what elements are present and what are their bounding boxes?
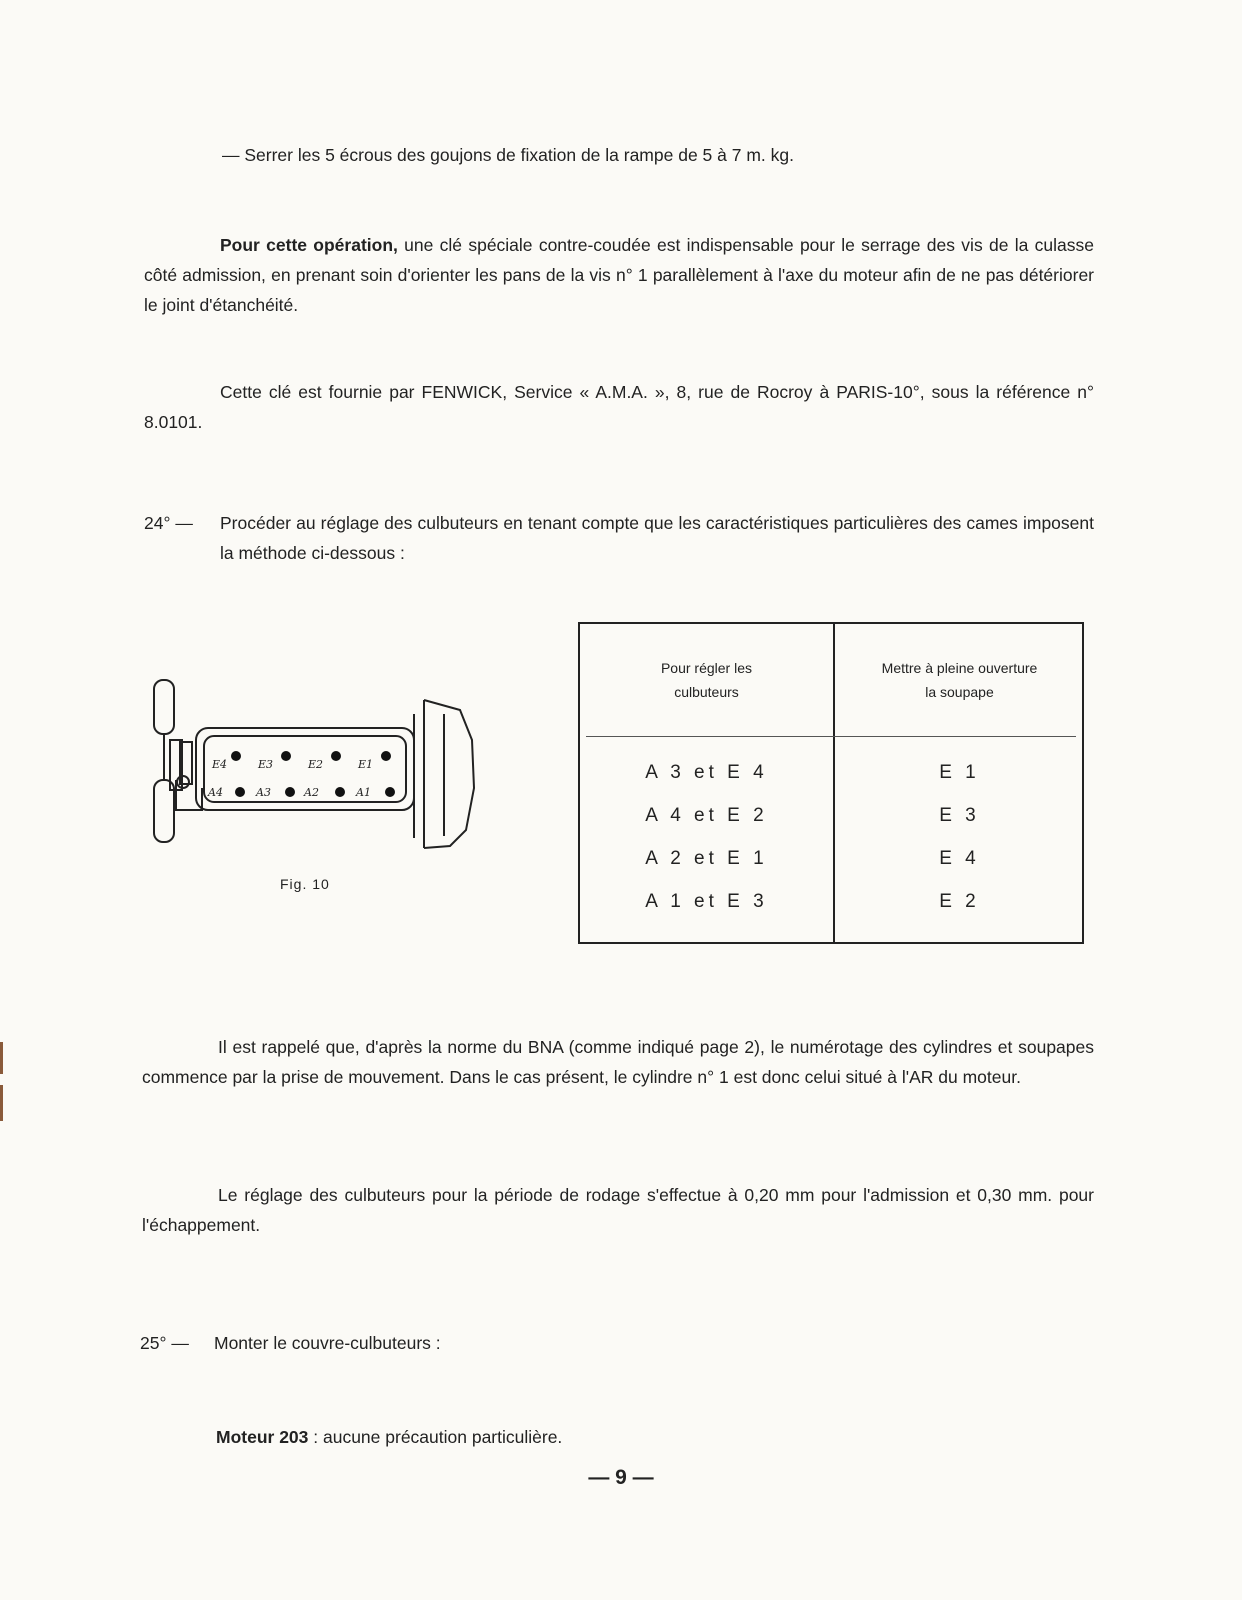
page-number: — 9 — (588, 1466, 654, 1489)
table-cell-regler: A 1 et E 3 (645, 891, 768, 912)
table-cell-ouverture: E 4 (939, 848, 980, 869)
moteur-203-lead: Moteur 203 (216, 1427, 309, 1447)
table-header-ouverture (833, 624, 1086, 736)
paragraph-cle-fournie: Cette clé est fournie par FENWICK, Service « A.M.A. », 8, rue de Rocroy à PARIS-10°, sous la référence n° 8.0101. (144, 382, 1094, 432)
step-25-number: 25° — (140, 1333, 189, 1353)
paragraph-operation-text: une clé spéciale contre-coudée est indispensable pour le serrage des vis de la culasse côté admission, en prenant soin d'orienter les pans de la vis n° 1 parallèlement à l'axe du moteur afin de ne pas détériorer le joint d'étanchéité. (144, 235, 1094, 315)
rocker-arm-diagram (150, 670, 490, 860)
figure-caption: Fig. 10 (280, 876, 330, 892)
valve-dot (331, 751, 341, 761)
moteur-203-text: : aucune précaution particulière. (308, 1427, 563, 1447)
paragraph-operation (144, 230, 1094, 320)
fig-label-e3: E3 (258, 758, 274, 771)
paragraph-rodage: Le réglage des culbuteurs pour la période de rodage s'effectue à 0,20 mm pour l'admission et 0,30 mm. pour l'échappement. (142, 1185, 1094, 1235)
fig-label-a2: A2 (304, 786, 319, 799)
step-24-text: Procéder au réglage des culbuteurs en tenant compte que les caractéristiques particulières des cames imposent la méthode ci-dessous : (220, 513, 1094, 563)
table-cell-ouverture: E 2 (939, 891, 980, 912)
table-header-ouverture-text: Mettre à pleine ouverture la soupape (881, 660, 1038, 700)
valve-dot (381, 751, 391, 761)
valve-dot (285, 787, 295, 797)
fig-label-a3: A3 (256, 786, 271, 799)
valve-dot (281, 751, 291, 761)
table-cell-ouverture: E 1 (939, 762, 980, 783)
step-24-number: 24° — (144, 513, 193, 533)
paragraph-norme-bna: Il est rappelé que, d'après la norme du BNA (comme indiqué page 2), le numérotage des cylindres et soupapes commence par la prise de mouvement. Dans le cas présent, le cylindre n° 1 est donc celui situé à l'AR du moteur. (142, 1037, 1094, 1087)
scan-edge-mark (0, 1085, 3, 1121)
valve-dot (235, 787, 245, 797)
fig-label-a1: A1 (356, 786, 371, 799)
table-header-divider (586, 736, 1076, 737)
table-cell-regler: A 3 et E 4 (645, 762, 768, 783)
table-header-regler-text: Pour régler les culbuteurs (660, 660, 753, 700)
valve-dot (335, 787, 345, 797)
rocker-adjustment-table (578, 622, 1084, 944)
fig-label-e2: E2 (308, 758, 324, 771)
fig-label-a4: A4 (208, 786, 223, 799)
valve-dot (385, 787, 395, 797)
instruction-serrer: — Serrer les 5 écrous des goujons de fixation de la rampe de 5 à 7 m. kg. (222, 145, 794, 165)
fig-label-e1: E1 (358, 758, 374, 771)
valve-dot (231, 751, 241, 761)
scan-edge-mark (0, 1042, 3, 1074)
table-cell-ouverture: E 3 (939, 805, 980, 826)
paragraph-operation-lead: Pour cette opération, (220, 235, 398, 255)
paragraph-moteur-203 (216, 1422, 1016, 1452)
step-25-text: Monter le couvre-culbuteurs : (214, 1333, 441, 1353)
table-cell-regler: A 2 et E 1 (645, 848, 768, 869)
fig-label-e4: E4 (212, 758, 228, 771)
table-header-regler (580, 624, 833, 736)
table-cell-regler: A 4 et E 2 (645, 805, 768, 826)
